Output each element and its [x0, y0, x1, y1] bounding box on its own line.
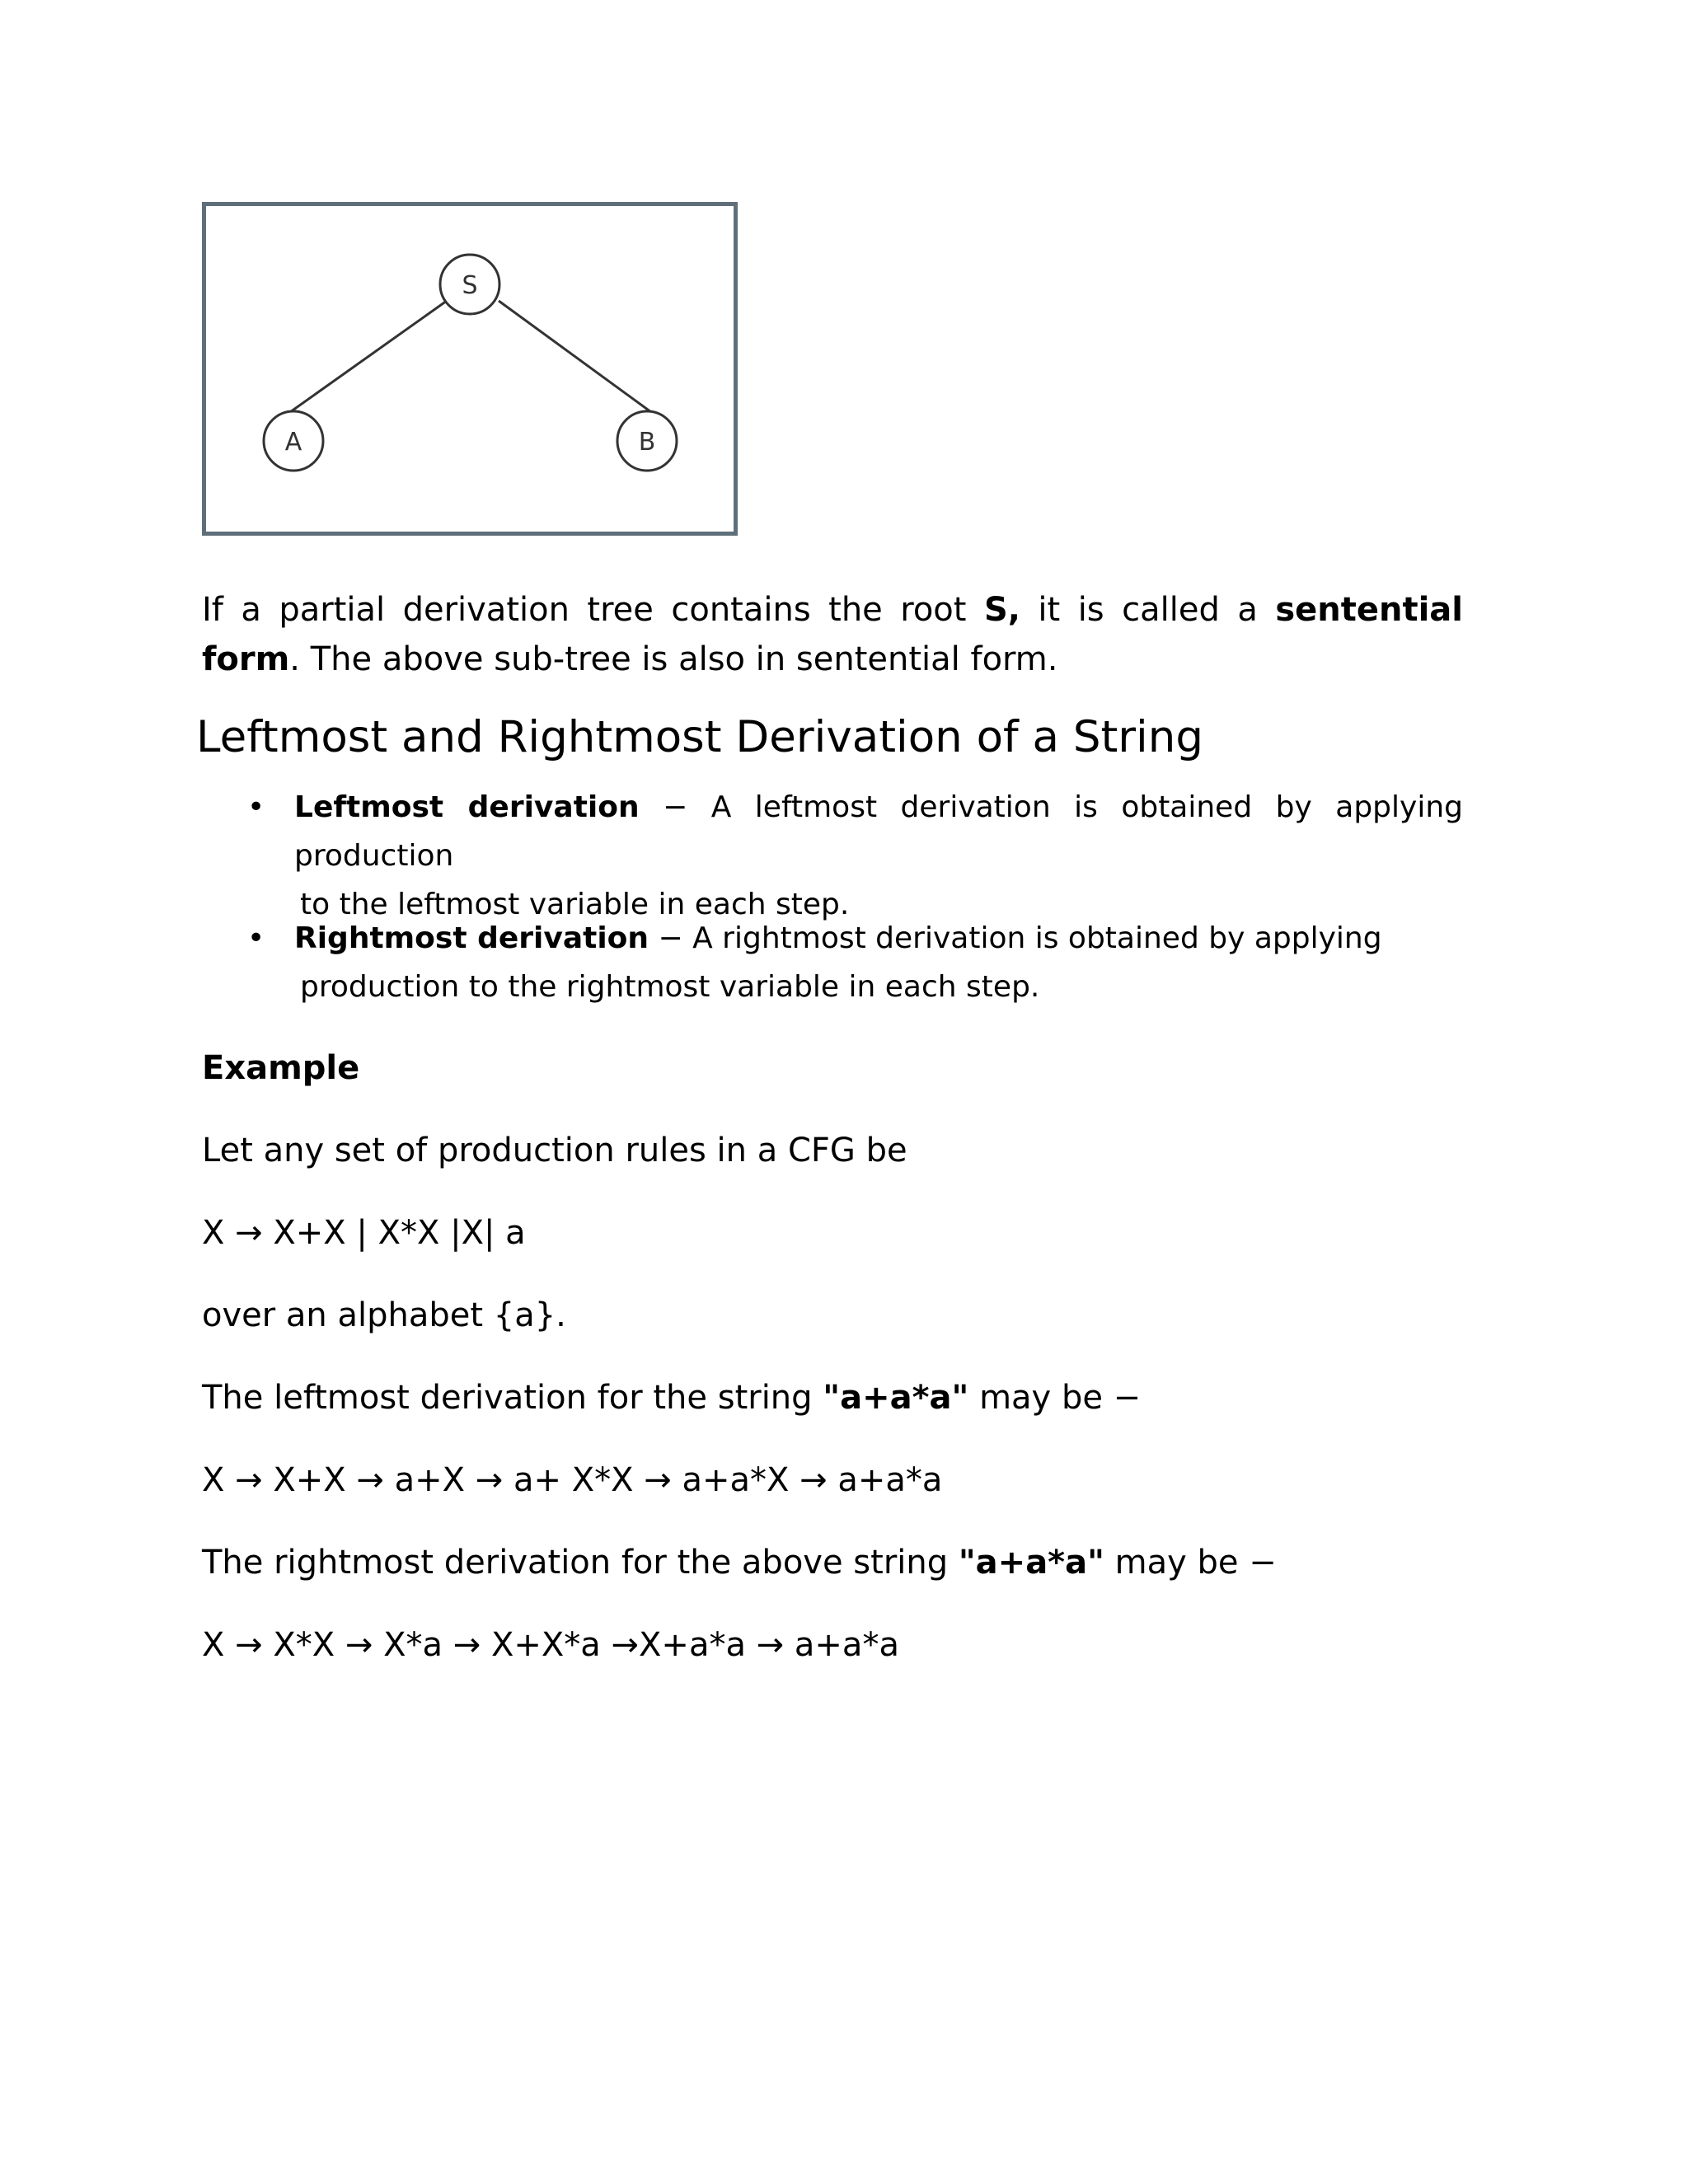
derivation-tree-diagram	[206, 206, 734, 532]
bullet-leftmost	[247, 783, 1463, 929]
node-s-label: S	[462, 271, 478, 300]
bullet-term: Rightmost derivation	[294, 921, 649, 955]
section-heading: Leftmost and Rightmost Derivation of a String	[196, 712, 1204, 762]
example-intro: Let any set of production rules in a CFG be	[202, 1132, 907, 1169]
alphabet-line: over an alphabet {a}.	[202, 1296, 566, 1334]
intro-text: . The above sub-tree is also in sentential form.	[289, 640, 1058, 678]
bullet-icon: •	[247, 921, 265, 955]
bullet-term: Leftmost derivation	[294, 790, 640, 824]
bullet-description-continued: to the leftmost variable in each step.	[300, 888, 850, 921]
intro-text: it is called a	[1020, 591, 1276, 629]
bullet-dash: −	[649, 921, 693, 955]
example-title	[202, 1043, 359, 1093]
target-string: "a+a*a"	[823, 1379, 969, 1417]
target-string: "a+a*a"	[958, 1544, 1104, 1582]
example-title-text: Example	[202, 1049, 360, 1087]
statement-text: may be −	[1104, 1544, 1277, 1582]
leftmost-derivation: X → X+X → a+X → a+ X*X → a+a*X → a+a*a	[202, 1461, 943, 1499]
bullet-description: A leftmost derivation is obtained by applying production	[294, 790, 1463, 873]
intro-text: If a partial derivation tree contains the root	[202, 591, 984, 629]
bullet-description-continued: production to the rightmost variable in each step.	[300, 970, 1040, 1004]
node-b-label: B	[638, 428, 656, 457]
bullet-icon: •	[247, 790, 265, 824]
bullet-rightmost	[247, 914, 1463, 1011]
leftmost-statement	[202, 1373, 1141, 1422]
statement-text: The leftmost derivation for the string	[202, 1379, 823, 1417]
bullet-description: A rightmost derivation is obtained by applying	[692, 921, 1382, 955]
sentential-form-term: sentential form	[202, 591, 1463, 678]
edge-s-a	[290, 301, 447, 412]
bullet-text	[294, 914, 1463, 1011]
root-symbol: S,	[983, 591, 1020, 629]
production-rules: X → X+X | X*X |X| a	[202, 1214, 526, 1252]
statement-text: may be −	[968, 1379, 1142, 1417]
rightmost-derivation: X → X*X → X*a → X+X*a →X+a*a → a+a*a	[202, 1626, 899, 1664]
bullet-dash: −	[639, 790, 711, 824]
derivation-tree-figure	[202, 202, 738, 536]
node-a-label: A	[284, 428, 302, 457]
rightmost-statement	[202, 1538, 1277, 1587]
sentential-form-paragraph	[202, 585, 1463, 684]
bullet-text	[294, 783, 1463, 929]
edge-s-b	[499, 301, 651, 412]
statement-text: The rightmost derivation for the above string	[202, 1544, 959, 1582]
